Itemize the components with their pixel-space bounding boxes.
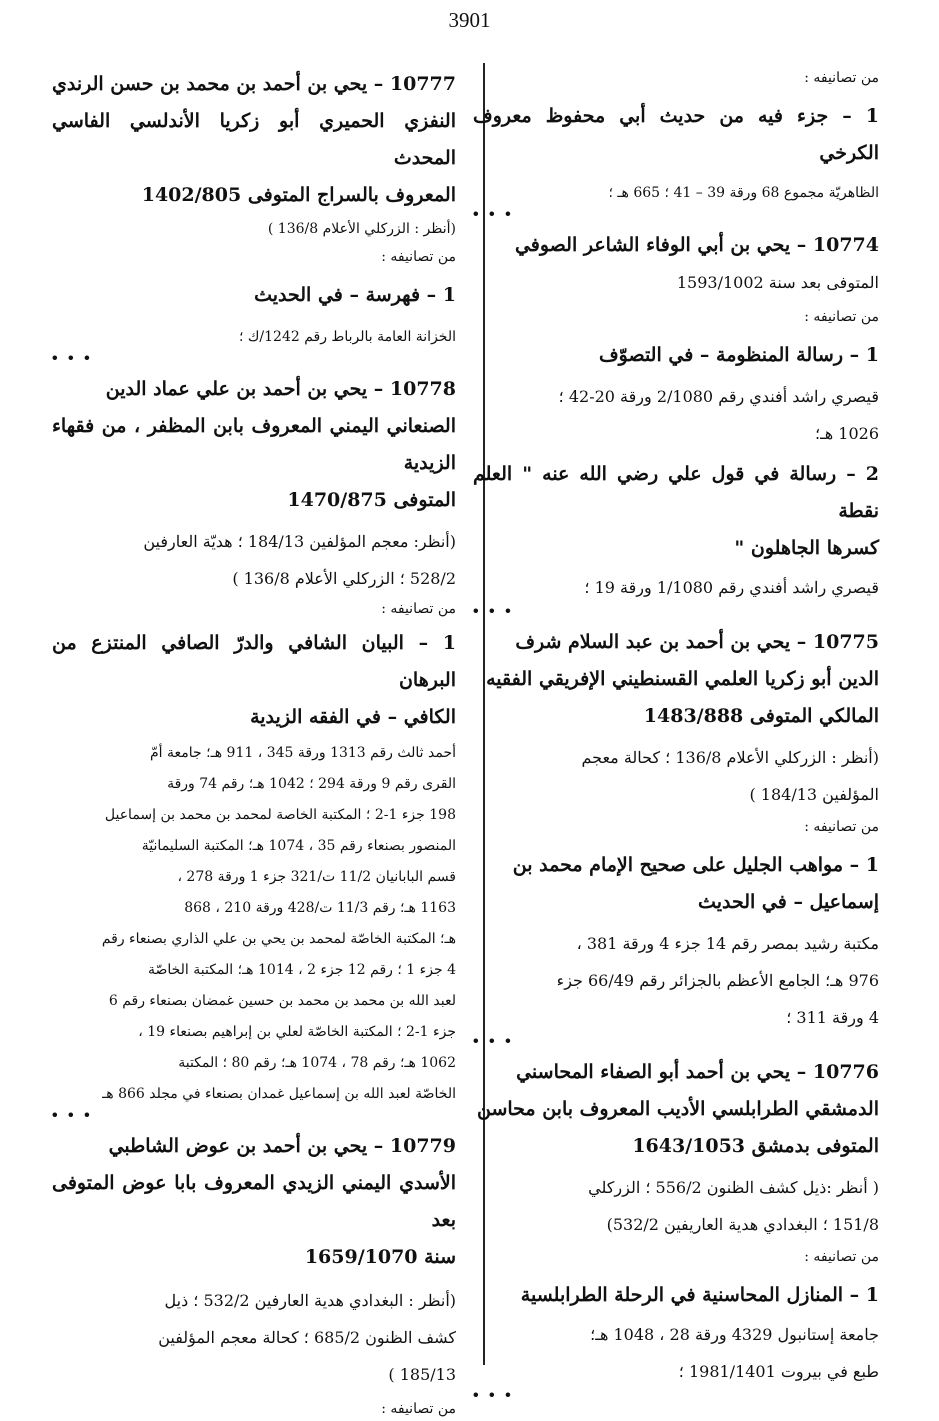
manuscript-location: لعبد الله بن محمد بن محمد بن حسين غمضان بصنعاء رقم 6 [108,993,456,1009]
manuscript-location: الخاصّة لعبد الله بن إسماعيل غمدان بصنعاء في مجلد 866 هـ [102,1086,456,1102]
manuscript-location: قيصري راشد أفندي رقم 2/1080 ورقة 20-42 ؛ [558,387,879,406]
manuscript-location: القرى رقم 9 ورقة 294 ؛ 1042 هـ؛ رقم 74 ورقة [167,776,456,792]
entry-heading-10776: 10776 – يحي بن أحمد أبو الصفاء المحاسني [516,1061,879,1083]
manuscript-location: جامعة إستانبول 4329 ورقة 28 ، 1048 هـ؛ [590,1325,879,1344]
page-number: 3901 [448,8,491,32]
entry-text: الدمشقي الطرابلسي الأديب المعروف بابن محاسن [476,1098,879,1120]
works-label: من تصانيفه : [381,249,456,265]
entry-separator: • • • [52,350,93,367]
manuscript-location: 976 هـ؛ الجامع الأعظم بالجزائر رقم 66/49 جزء [556,971,879,990]
reference: كشف الظنون 685/2 ؛ كحالة معجم المؤلفين [158,1328,456,1347]
work-title: 2 – رسالة في قول علي رضي الله عنه " العلم نقطة [473,463,879,522]
work-title: 1 – مواهب الجليل على صحيح الإمام محمد بن [512,854,879,876]
manuscript-location: المنصور بصنعاء رقم 35 ، 1074 هـ؛ المكتبة السليمانيّة [141,838,456,854]
works-label: من تصانيفه : [381,601,456,617]
manuscript-location: 198 جزء 1-2 ؛ المكتبة الخاصة لمحمد بن محمد بن إسماعيل [104,807,456,823]
entry-separator: • • • [473,206,514,223]
reference: المؤلفين 184/13 ) [749,785,879,804]
reference: (أنظر : الزركلي الأعلام 136/8 ) [267,221,456,237]
work-title: 1 – جزء فيه من حديث أبي محفوظ معروف الكرخي [473,105,879,164]
reference: 528/2 ؛ الزركلي الأعلام 136/8 ) [232,569,456,588]
reference: (أنظر : البغدادي هدية العارفين 532/2 ؛ ذيل [164,1291,456,1310]
entry-separator: • • • [52,1107,93,1124]
manuscript-location: 4 جزء 1 ؛ رقم 12 جزء 2 ، 1014 هـ؛ المكتبة الخاصّة [147,962,456,978]
entry-text: المتوفى بعد سنة 1593/1002 [676,273,879,292]
manuscript-location: قسم البابانيان 11/2 ت/321 جزء 1 ورقة 278 ، [177,869,456,885]
entry-separator: • • • [473,1033,514,1050]
reference: 185/13 ) [388,1365,456,1384]
right-column [473,60,879,1406]
works-label: من تصانيفه : [804,819,879,835]
works-label: من تصانيفه : [804,309,879,325]
works-label: من تصانيفه : [381,1401,456,1417]
work-title: كسرها الجاهلون " [734,537,879,559]
entry-text: الدين أبو زكريا العلمي القسنطيني الإفريقي الفقيه [486,668,879,690]
manuscript-location: 1062 هـ؛ رقم 78 ، 1074 هـ؛ رقم 80 ؛ المكتبة [178,1055,456,1071]
reference: 151/8 ؛ البغدادي هدية العاريفين 532/2) [606,1215,879,1234]
manuscript-location: جزء 1-2 ؛ المكتبة الخاصّة لعلي بن إبراهيم بصنعاء 19 ، [138,1024,456,1040]
entry-text: المتوفى 1470/875 [287,489,456,511]
entry-text: الصنعاني اليمني المعروف بابن المظفر ، من فقهاء الزيدية [52,415,456,474]
manuscript-location: هـ؛ المكتبة الخاصّة لمحمد بن يحي بن علي الذاري بصنعاء رقم [101,931,456,947]
manuscript-location: 1163 هـ؛ رقم 11/3 ت/428 ورقة 210 ، 868 [184,900,456,916]
entry-text: المعروف بالسراج المتوفى 1402/805 [141,184,456,206]
entry-heading-10777: 10777 – يحي بن أحمد بن محمد بن حسن الرندي [51,73,456,95]
manuscript-location: 4 ورقة 311 ؛ [786,1008,879,1027]
work-title: 1 – البيان الشافي والدرّ الصافي المنتزع من البرهان [52,632,456,691]
manuscript-location: الخزانة العامة بالرباط رقم 1242/ك ؛ [238,329,456,345]
entry-separator: • • • [473,1387,514,1404]
reference: ( أنظر :ذيل كشف الظنون 556/2 ؛ الزركلي [588,1178,879,1197]
reference: (أنظر: معجم المؤلفين 184/13 ؛ هديّة العارفين [143,532,456,551]
entry-separator: • • • [473,603,514,620]
entry-text: المتوفى بدمشق 1643/1053 [632,1135,879,1157]
entry-text: سنة 1659/1070 [304,1246,456,1268]
entry-heading-10774: 10774 – يحي بن أبي الوفاء الشاعر الصوفي [514,234,879,256]
entry-text: النفزي الحميري أبو زكريا الأندلسي الفاسي المحدث [52,110,456,169]
entry-text: المالكي المتوفى 1483/888 [643,705,879,727]
work-title: 1 – المنازل المحاسنية في الرحلة الطرابلسية [520,1284,879,1306]
left-column [52,60,456,1421]
work-title: 1 – رسالة المنظومة – في التصوّف [598,344,879,366]
manuscript-location: مكتبة رشيد بمصر رقم 14 جزء 4 ورقة 381 ، [576,934,879,953]
manuscript-location: طبع في بيروت 1981/1401 ؛ [678,1362,879,1381]
manuscript-location: قيصري راشد أفندي رقم 1/1080 ورقة 19 ؛ [584,578,879,597]
entry-heading-10778: 10778 – يحي بن أحمد بن علي عماد الدين [105,378,456,400]
manuscript-location: الظاهريّة مجموع 68 ورقة 39 – 41 ؛ 665 هـ ؛ [608,185,879,201]
entry-heading-10775: 10775 – يحي بن أحمد بن عبد السلام شرف [515,631,879,653]
manuscript-location: 1026 هـ؛ [814,424,879,443]
manuscript-location: أحمد ثالث رقم 1313 ورقة 345 ، 911 هـ؛ جامعة أمّ [150,745,456,761]
works-label: من تصانيفه : [804,70,879,86]
work-title: 1 – فهرسة – في الحديث [254,284,456,306]
work-title: إسماعيل – في الحديث [698,891,879,913]
entry-text: الأسدي اليمني الزيدي المعروف بابا عوض المتوفى بعد [52,1172,456,1231]
works-label: من تصانيفه : [804,1249,879,1265]
reference: (أنظر : الزركلي الأعلام 136/8 ؛ كحالة معجم [581,748,879,767]
work-title: الكافي – في الفقه الزيدية [250,706,456,728]
entry-heading-10779: 10779 – يحي بن أحمد بن عوض الشاطبي [108,1135,456,1157]
